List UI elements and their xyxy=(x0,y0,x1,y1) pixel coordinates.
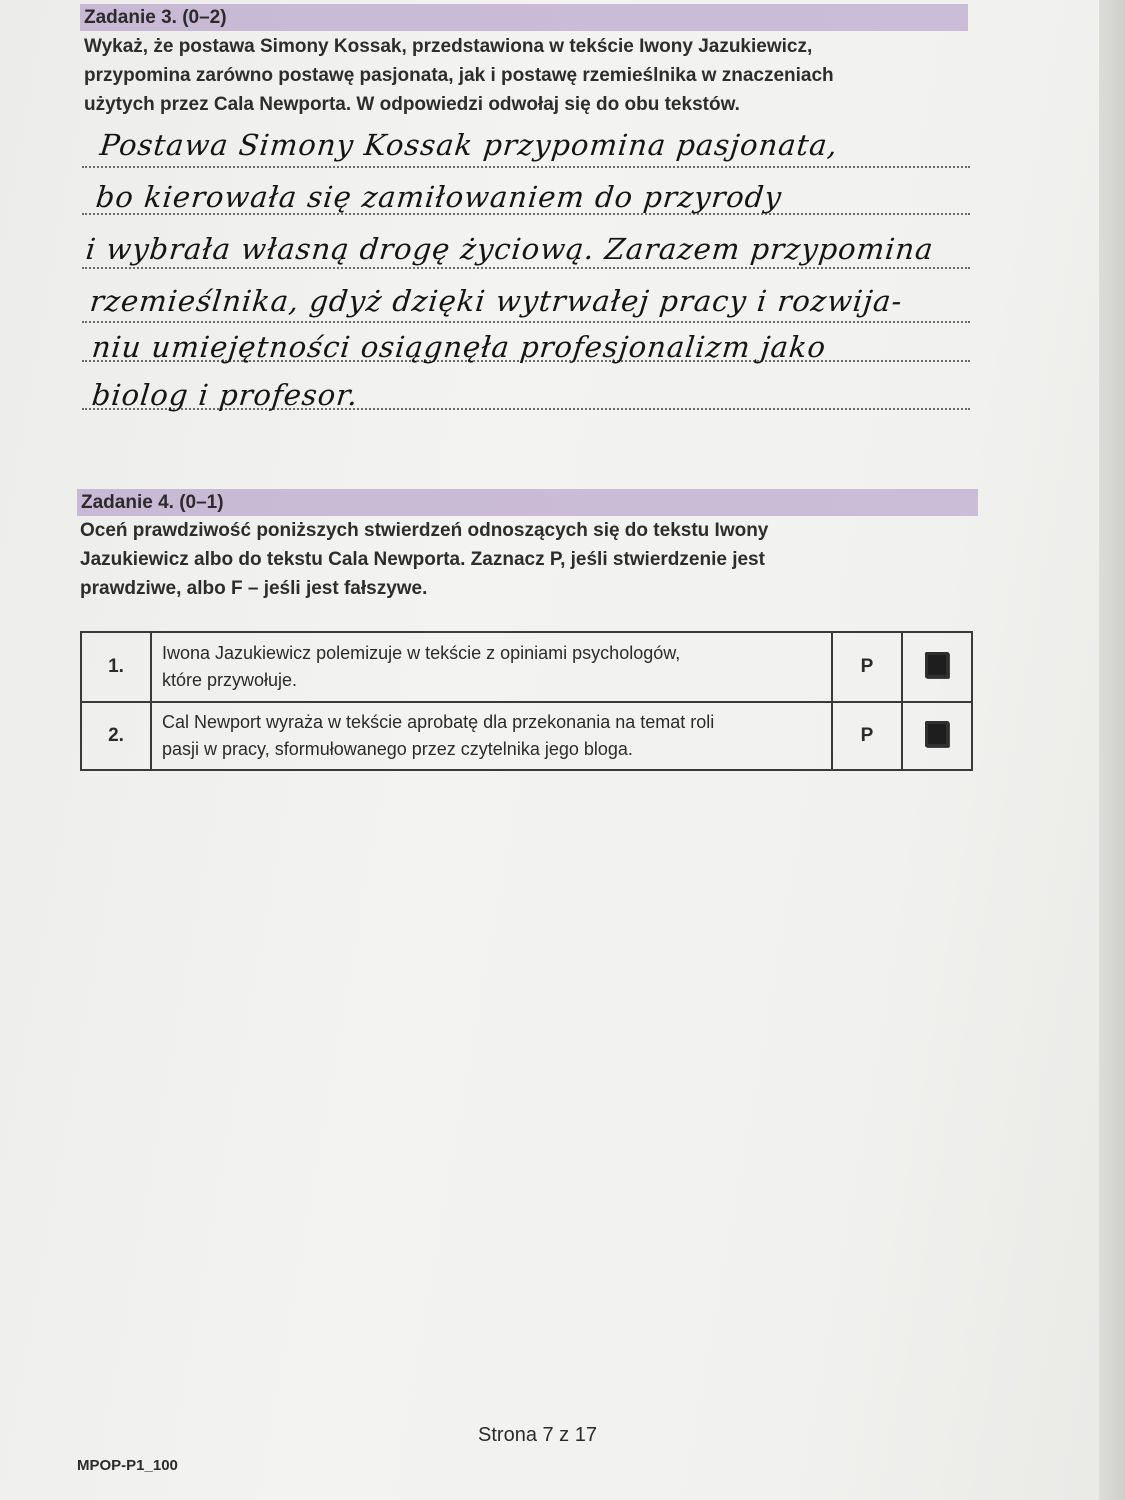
instruction-line: Oceń prawdziwość poniższych stwierdzeń odnoszących się do tekstu Iwony xyxy=(80,520,769,541)
row-number: 1. xyxy=(81,632,151,702)
page-edge xyxy=(1099,0,1125,1500)
instruction-line: użytych przez Cala Newporta. W odpowiedzi odwołaj się do obu tekstów. xyxy=(84,94,740,115)
statement-line: Cal Newport wyraża w tekście aprobatę dla przekonania na temat roli xyxy=(162,712,715,732)
statement-line: Iwona Jazukiewicz polemizuje w tekście z opiniami psychologów, xyxy=(162,643,681,663)
task-4-title: Zadanie 4. (0–1) xyxy=(81,492,224,513)
option-f[interactable] xyxy=(902,632,972,702)
task-4-header xyxy=(77,489,978,516)
handwritten-line: biolog i profesor. xyxy=(90,378,361,412)
task-4-instruction xyxy=(80,516,768,603)
statement-line: które przywołuje. xyxy=(162,670,298,690)
table-row xyxy=(81,632,972,702)
row-statement xyxy=(151,632,832,702)
instruction-line: prawdziwe, albo F – jeśli jest fałszywe. xyxy=(80,578,428,599)
page-number: Strona 7 z 17 xyxy=(478,1424,597,1446)
statement-line: pasji w pracy, sformułowanego przez czytelnika jego bloga. xyxy=(162,739,633,759)
document-code: MPOP-P1_100 xyxy=(77,1457,178,1474)
instruction-line: Jazukiewicz albo do tekstu Cala Newporta. Zaznacz P, jeśli stwierdzenie jest xyxy=(80,549,765,570)
handwritten-line: rzemieślnika, gdyż dzięki wytrwałej pracy i rozwija- xyxy=(88,284,905,318)
handwritten-line: bo kierowała się zamiłowaniem do przyrody xyxy=(94,180,784,214)
filled-mark-icon xyxy=(925,721,949,747)
task-3-instruction xyxy=(84,32,834,119)
instruction-line: przypomina zarówno postawę pasjonata, jak i postawę rzemieślnika w znaczeniach xyxy=(84,65,834,86)
task-3-header xyxy=(80,4,968,31)
filled-mark-icon xyxy=(925,652,949,678)
handwritten-line: Postawa Simony Kossak przypomina pasjonata, xyxy=(98,128,840,162)
task-3-title: Zadanie 3. (0–2) xyxy=(84,7,227,28)
handwritten-line: i wybrała własną drogę życiową. Zarazem przypomina xyxy=(84,232,936,266)
row-number: 2. xyxy=(81,702,151,770)
option-f[interactable] xyxy=(902,702,972,770)
row-statement xyxy=(151,702,832,770)
instruction-line: Wykaż, że postawa Simony Kossak, przedstawiona w tekście Iwony Jazukiewicz, xyxy=(84,36,813,57)
option-p[interactable]: P xyxy=(832,632,902,702)
option-p[interactable]: P xyxy=(832,702,902,770)
handwritten-line: niu umiejętności osiągnęła profesjonalizm jako xyxy=(90,330,828,364)
true-false-table xyxy=(80,631,973,771)
table-row xyxy=(81,702,972,770)
